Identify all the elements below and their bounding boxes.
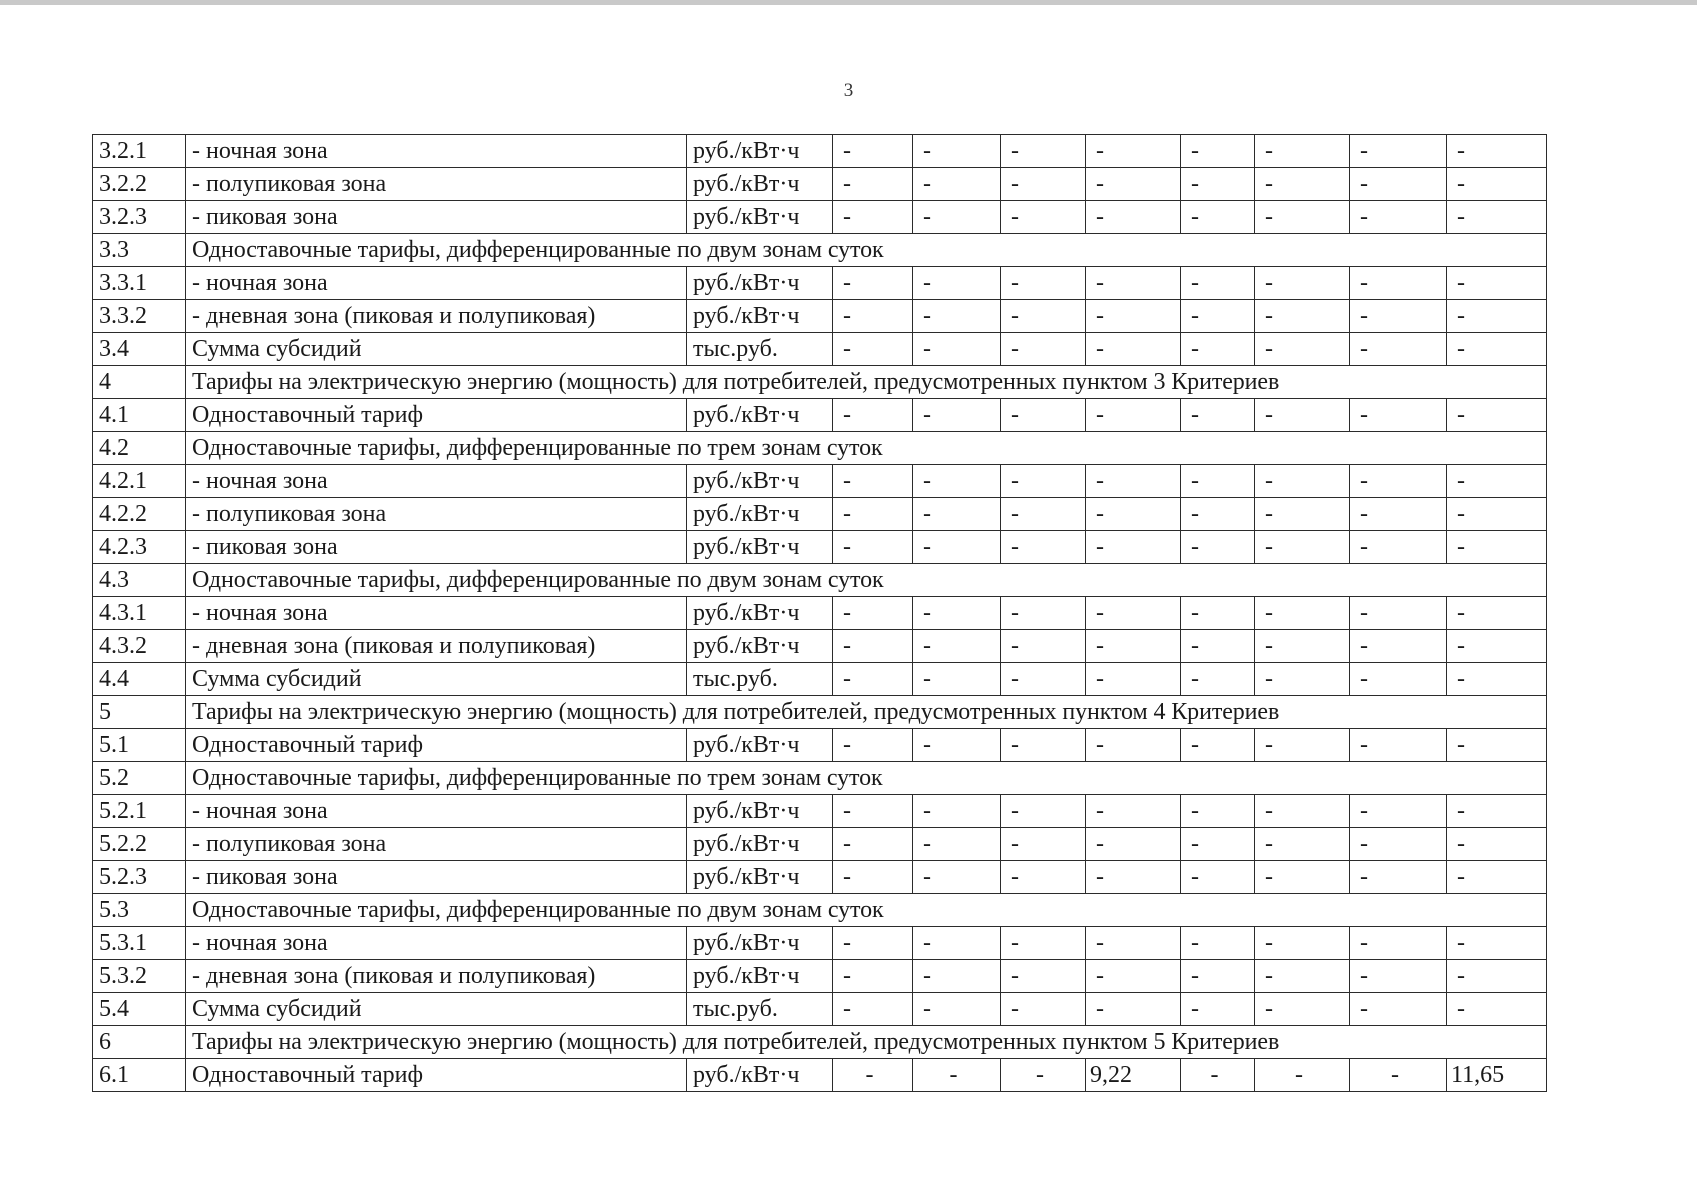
indicator-name: - полупиковая зона bbox=[186, 168, 687, 201]
value-cell: - bbox=[913, 993, 1001, 1026]
value-cell: - bbox=[1255, 135, 1350, 168]
value-cell: - bbox=[1255, 795, 1350, 828]
value-cell: - bbox=[913, 399, 1001, 432]
value-cell: - bbox=[1350, 333, 1447, 366]
value-cell: - bbox=[1447, 135, 1547, 168]
value-cell: - bbox=[1350, 267, 1447, 300]
value-cell: - bbox=[913, 267, 1001, 300]
indicator-name: - пиковая зона bbox=[186, 861, 687, 894]
unit-cell: тыс.руб. bbox=[687, 333, 833, 366]
value-cell: - bbox=[1255, 630, 1350, 663]
value-cell: - bbox=[1447, 630, 1547, 663]
value-cell: - bbox=[1001, 861, 1086, 894]
value-cell: - bbox=[1086, 333, 1181, 366]
value-cell: - bbox=[1350, 135, 1447, 168]
value-cell: - bbox=[1086, 201, 1181, 234]
indicator-name: - ночная зона bbox=[186, 597, 687, 630]
table-row bbox=[93, 597, 1547, 630]
indicator-name: - полупиковая зона bbox=[186, 498, 687, 531]
value-cell: - bbox=[1086, 927, 1181, 960]
section-title: Одноставочные тарифы, дифференцированные по двум зонам суток bbox=[186, 564, 1547, 597]
value-cell: - bbox=[1001, 300, 1086, 333]
indicator-name: - дневная зона (пиковая и полупиковая) bbox=[186, 960, 687, 993]
table-row bbox=[93, 1059, 1547, 1092]
value-cell: 9,22 bbox=[1086, 1059, 1181, 1092]
unit-cell: руб./кВт·ч bbox=[687, 630, 833, 663]
value-cell: - bbox=[1086, 135, 1181, 168]
value-cell: - bbox=[1001, 531, 1086, 564]
value-cell: - bbox=[1255, 729, 1350, 762]
value-cell: - bbox=[1181, 861, 1255, 894]
indicator-name: - пиковая зона bbox=[186, 201, 687, 234]
value-cell: - bbox=[1001, 630, 1086, 663]
value-cell: - bbox=[833, 960, 913, 993]
value-cell: - bbox=[1255, 399, 1350, 432]
value-cell: - bbox=[1181, 300, 1255, 333]
table-row bbox=[93, 729, 1547, 762]
value-cell: - bbox=[1255, 828, 1350, 861]
row-number: 6 bbox=[93, 1026, 186, 1059]
value-cell: - bbox=[913, 663, 1001, 696]
value-cell: - bbox=[833, 927, 913, 960]
table-row bbox=[93, 531, 1547, 564]
indicator-name: Сумма субсидий bbox=[186, 663, 687, 696]
table-row bbox=[93, 300, 1547, 333]
row-number: 5.3 bbox=[93, 894, 186, 927]
value-cell: - bbox=[1181, 597, 1255, 630]
section-title: Одноставочные тарифы, дифференцированные по двум зонам суток bbox=[186, 894, 1547, 927]
value-cell: - bbox=[913, 465, 1001, 498]
value-cell: - bbox=[913, 201, 1001, 234]
unit-cell: руб./кВт·ч bbox=[687, 465, 833, 498]
value-cell: - bbox=[833, 201, 913, 234]
section-row bbox=[93, 564, 1547, 597]
value-cell: - bbox=[1447, 795, 1547, 828]
value-cell: - bbox=[1447, 960, 1547, 993]
value-cell: - bbox=[1181, 828, 1255, 861]
value-cell: - bbox=[833, 861, 913, 894]
value-cell: - bbox=[1086, 267, 1181, 300]
value-cell: - bbox=[1350, 300, 1447, 333]
unit-cell: руб./кВт·ч bbox=[687, 201, 833, 234]
unit-cell: руб./кВт·ч bbox=[687, 531, 833, 564]
unit-cell: тыс.руб. bbox=[687, 663, 833, 696]
value-cell: - bbox=[1181, 993, 1255, 1026]
value-cell: - bbox=[1086, 597, 1181, 630]
value-cell: - bbox=[1255, 927, 1350, 960]
value-cell: - bbox=[833, 333, 913, 366]
indicator-name: - ночная зона bbox=[186, 267, 687, 300]
section-row bbox=[93, 1026, 1547, 1059]
value-cell: - bbox=[1001, 663, 1086, 696]
value-cell: - bbox=[1001, 1059, 1086, 1092]
value-cell: - bbox=[833, 135, 913, 168]
value-cell: - bbox=[833, 795, 913, 828]
value-cell: - bbox=[1001, 333, 1086, 366]
value-cell: - bbox=[1181, 267, 1255, 300]
value-cell: - bbox=[1350, 993, 1447, 1026]
value-cell: - bbox=[833, 168, 913, 201]
indicator-name: Одноставочный тариф bbox=[186, 729, 687, 762]
value-cell: - bbox=[913, 927, 1001, 960]
row-number: 5.2.1 bbox=[93, 795, 186, 828]
value-cell: - bbox=[1447, 729, 1547, 762]
value-cell: - bbox=[1181, 729, 1255, 762]
value-cell: - bbox=[1086, 630, 1181, 663]
value-cell: - bbox=[1255, 993, 1350, 1026]
table-row bbox=[93, 993, 1547, 1026]
table-row bbox=[93, 135, 1547, 168]
unit-cell: руб./кВт·ч bbox=[687, 135, 833, 168]
value-cell: - bbox=[1255, 663, 1350, 696]
value-cell: - bbox=[913, 630, 1001, 663]
unit-cell: руб./кВт·ч bbox=[687, 960, 833, 993]
value-cell: - bbox=[913, 1059, 1001, 1092]
value-cell: - bbox=[1447, 465, 1547, 498]
value-cell: - bbox=[1001, 465, 1086, 498]
value-cell: - bbox=[1086, 993, 1181, 1026]
row-number: 3.3 bbox=[93, 234, 186, 267]
value-cell: - bbox=[1447, 861, 1547, 894]
unit-cell: руб./кВт·ч bbox=[687, 729, 833, 762]
value-cell: - bbox=[1447, 399, 1547, 432]
row-number: 3.2.1 bbox=[93, 135, 186, 168]
section-title: Тарифы на электрическую энергию (мощность) для потребителей, предусмотренных пунктом 3 Критериев bbox=[186, 366, 1547, 399]
value-cell: - bbox=[1001, 729, 1086, 762]
value-cell: - bbox=[1447, 663, 1547, 696]
value-cell: - bbox=[1255, 267, 1350, 300]
indicator-name: - ночная зона bbox=[186, 135, 687, 168]
value-cell: - bbox=[1255, 861, 1350, 894]
value-cell: - bbox=[1350, 960, 1447, 993]
section-title: Одноставочные тарифы, дифференцированные по трем зонам суток bbox=[186, 432, 1547, 465]
indicator-name: - ночная зона bbox=[186, 465, 687, 498]
row-number: 5.1 bbox=[93, 729, 186, 762]
row-number: 3.3.1 bbox=[93, 267, 186, 300]
value-cell: - bbox=[1447, 300, 1547, 333]
value-cell: - bbox=[1001, 795, 1086, 828]
value-cell: - bbox=[913, 498, 1001, 531]
indicator-name: Сумма субсидий bbox=[186, 333, 687, 366]
value-cell: - bbox=[1086, 300, 1181, 333]
value-cell: - bbox=[1181, 201, 1255, 234]
value-cell: - bbox=[1181, 135, 1255, 168]
table-row bbox=[93, 795, 1547, 828]
value-cell: - bbox=[1086, 498, 1181, 531]
value-cell: 11,65 bbox=[1447, 1059, 1547, 1092]
value-cell: - bbox=[1350, 597, 1447, 630]
value-cell: - bbox=[913, 333, 1001, 366]
value-cell: - bbox=[1086, 663, 1181, 696]
indicator-name: - дневная зона (пиковая и полупиковая) bbox=[186, 300, 687, 333]
value-cell: - bbox=[833, 630, 913, 663]
row-number: 5.4 bbox=[93, 993, 186, 1026]
table-row bbox=[93, 663, 1547, 696]
value-cell: - bbox=[1447, 168, 1547, 201]
value-cell: - bbox=[913, 960, 1001, 993]
section-title: Одноставочные тарифы, дифференцированные по трем зонам суток bbox=[186, 762, 1547, 795]
unit-cell: руб./кВт·ч bbox=[687, 267, 833, 300]
value-cell: - bbox=[913, 135, 1001, 168]
row-number: 4.2.2 bbox=[93, 498, 186, 531]
value-cell: - bbox=[1086, 795, 1181, 828]
value-cell: - bbox=[1447, 597, 1547, 630]
unit-cell: руб./кВт·ч bbox=[687, 168, 833, 201]
value-cell: - bbox=[833, 828, 913, 861]
section-row bbox=[93, 234, 1547, 267]
row-number: 5.2.3 bbox=[93, 861, 186, 894]
unit-cell: руб./кВт·ч bbox=[687, 300, 833, 333]
value-cell: - bbox=[833, 498, 913, 531]
unit-cell: руб./кВт·ч bbox=[687, 828, 833, 861]
value-cell: - bbox=[1001, 993, 1086, 1026]
row-number: 4.4 bbox=[93, 663, 186, 696]
row-number: 4.2 bbox=[93, 432, 186, 465]
tariff-table bbox=[92, 134, 1547, 1092]
value-cell: - bbox=[1350, 1059, 1447, 1092]
value-cell: - bbox=[1086, 399, 1181, 432]
indicator-name: - ночная зона bbox=[186, 795, 687, 828]
value-cell: - bbox=[1181, 399, 1255, 432]
section-row bbox=[93, 432, 1547, 465]
value-cell: - bbox=[1255, 597, 1350, 630]
table-row bbox=[93, 168, 1547, 201]
value-cell: - bbox=[1181, 465, 1255, 498]
value-cell: - bbox=[1001, 135, 1086, 168]
value-cell: - bbox=[1350, 399, 1447, 432]
value-cell: - bbox=[1255, 465, 1350, 498]
value-cell: - bbox=[833, 993, 913, 1026]
unit-cell: руб./кВт·ч bbox=[687, 927, 833, 960]
scan-edge bbox=[0, 0, 1697, 5]
value-cell: - bbox=[1255, 333, 1350, 366]
table-row bbox=[93, 201, 1547, 234]
row-number: 3.2.2 bbox=[93, 168, 186, 201]
value-cell: - bbox=[913, 168, 1001, 201]
row-number: 4 bbox=[93, 366, 186, 399]
table-row bbox=[93, 927, 1547, 960]
table-row bbox=[93, 498, 1547, 531]
value-cell: - bbox=[1255, 1059, 1350, 1092]
section-row bbox=[93, 366, 1547, 399]
value-cell: - bbox=[913, 300, 1001, 333]
table-row bbox=[93, 333, 1547, 366]
value-cell: - bbox=[1350, 663, 1447, 696]
value-cell: - bbox=[1181, 1059, 1255, 1092]
value-cell: - bbox=[1001, 498, 1086, 531]
value-cell: - bbox=[913, 729, 1001, 762]
row-number: 4.2.3 bbox=[93, 531, 186, 564]
value-cell: - bbox=[1001, 960, 1086, 993]
unit-cell: руб./кВт·ч bbox=[687, 399, 833, 432]
table-row bbox=[93, 828, 1547, 861]
value-cell: - bbox=[1447, 531, 1547, 564]
value-cell: - bbox=[913, 795, 1001, 828]
value-cell: - bbox=[1255, 531, 1350, 564]
value-cell: - bbox=[1350, 531, 1447, 564]
value-cell: - bbox=[1001, 399, 1086, 432]
value-cell: - bbox=[1350, 927, 1447, 960]
value-cell: - bbox=[1181, 498, 1255, 531]
row-number: 4.1 bbox=[93, 399, 186, 432]
section-row bbox=[93, 894, 1547, 927]
indicator-name: Одноставочный тариф bbox=[186, 399, 687, 432]
page-number: 3 bbox=[843, 80, 854, 101]
row-number: 4.3 bbox=[93, 564, 186, 597]
table-row bbox=[93, 399, 1547, 432]
row-number: 4.2.1 bbox=[93, 465, 186, 498]
unit-cell: тыс.руб. bbox=[687, 993, 833, 1026]
indicator-name: Сумма субсидий bbox=[186, 993, 687, 1026]
value-cell: - bbox=[1350, 795, 1447, 828]
value-cell: - bbox=[1086, 168, 1181, 201]
value-cell: - bbox=[1181, 795, 1255, 828]
section-title: Тарифы на электрическую энергию (мощность) для потребителей, предусмотренных пунктом 4 Критериев bbox=[186, 696, 1547, 729]
value-cell: - bbox=[913, 828, 1001, 861]
row-number: 5.3.1 bbox=[93, 927, 186, 960]
value-cell: - bbox=[1350, 861, 1447, 894]
value-cell: - bbox=[1001, 168, 1086, 201]
table-row bbox=[93, 465, 1547, 498]
value-cell: - bbox=[1350, 168, 1447, 201]
row-number: 3.4 bbox=[93, 333, 186, 366]
value-cell: - bbox=[1447, 993, 1547, 1026]
value-cell: - bbox=[1001, 201, 1086, 234]
table-row bbox=[93, 960, 1547, 993]
value-cell: - bbox=[1350, 465, 1447, 498]
row-number: 4.3.2 bbox=[93, 630, 186, 663]
row-number: 5.2.2 bbox=[93, 828, 186, 861]
value-cell: - bbox=[833, 300, 913, 333]
row-number: 4.3.1 bbox=[93, 597, 186, 630]
indicator-name: - пиковая зона bbox=[186, 531, 687, 564]
row-number: 3.3.2 bbox=[93, 300, 186, 333]
indicator-name: - полупиковая зона bbox=[186, 828, 687, 861]
unit-cell: руб./кВт·ч bbox=[687, 498, 833, 531]
indicator-name: Одноставочный тариф bbox=[186, 1059, 687, 1092]
value-cell: - bbox=[833, 465, 913, 498]
value-cell: - bbox=[1350, 828, 1447, 861]
indicator-name: - ночная зона bbox=[186, 927, 687, 960]
value-cell: - bbox=[833, 597, 913, 630]
value-cell: - bbox=[1086, 828, 1181, 861]
value-cell: - bbox=[1181, 927, 1255, 960]
row-number: 5.3.2 bbox=[93, 960, 186, 993]
value-cell: - bbox=[1255, 498, 1350, 531]
value-cell: - bbox=[833, 1059, 913, 1092]
value-cell: - bbox=[1350, 729, 1447, 762]
row-number: 3.2.3 bbox=[93, 201, 186, 234]
value-cell: - bbox=[913, 531, 1001, 564]
value-cell: - bbox=[1086, 729, 1181, 762]
value-cell: - bbox=[1001, 927, 1086, 960]
table-row bbox=[93, 861, 1547, 894]
value-cell: - bbox=[1181, 630, 1255, 663]
value-cell: - bbox=[1447, 267, 1547, 300]
section-row bbox=[93, 696, 1547, 729]
value-cell: - bbox=[1447, 828, 1547, 861]
value-cell: - bbox=[1255, 960, 1350, 993]
row-number: 5.2 bbox=[93, 762, 186, 795]
value-cell: - bbox=[1001, 267, 1086, 300]
value-cell: - bbox=[1447, 201, 1547, 234]
section-title: Одноставочные тарифы, дифференцированные по двум зонам суток bbox=[186, 234, 1547, 267]
unit-cell: руб./кВт·ч bbox=[687, 1059, 833, 1092]
table-row bbox=[93, 267, 1547, 300]
value-cell: - bbox=[1086, 861, 1181, 894]
table-row bbox=[93, 630, 1547, 663]
value-cell: - bbox=[833, 531, 913, 564]
value-cell: - bbox=[1001, 597, 1086, 630]
value-cell: - bbox=[833, 729, 913, 762]
table-body bbox=[93, 135, 1547, 1092]
row-number: 6.1 bbox=[93, 1059, 186, 1092]
value-cell: - bbox=[1255, 201, 1350, 234]
unit-cell: руб./кВт·ч bbox=[687, 597, 833, 630]
value-cell: - bbox=[1181, 663, 1255, 696]
value-cell: - bbox=[833, 399, 913, 432]
value-cell: - bbox=[833, 267, 913, 300]
value-cell: - bbox=[1447, 927, 1547, 960]
unit-cell: руб./кВт·ч bbox=[687, 861, 833, 894]
value-cell: - bbox=[1181, 531, 1255, 564]
value-cell: - bbox=[913, 861, 1001, 894]
section-row bbox=[93, 762, 1547, 795]
value-cell: - bbox=[833, 663, 913, 696]
value-cell: - bbox=[1181, 333, 1255, 366]
value-cell: - bbox=[1350, 630, 1447, 663]
section-title: Тарифы на электрическую энергию (мощность) для потребителей, предусмотренных пунктом 5 Критериев bbox=[186, 1026, 1547, 1059]
value-cell: - bbox=[1086, 960, 1181, 993]
value-cell: - bbox=[1255, 300, 1350, 333]
row-number: 5 bbox=[93, 696, 186, 729]
value-cell: - bbox=[1181, 960, 1255, 993]
value-cell: - bbox=[1086, 531, 1181, 564]
value-cell: - bbox=[1181, 168, 1255, 201]
value-cell: - bbox=[1447, 333, 1547, 366]
indicator-name: - дневная зона (пиковая и полупиковая) bbox=[186, 630, 687, 663]
value-cell: - bbox=[1001, 828, 1086, 861]
value-cell: - bbox=[1350, 498, 1447, 531]
value-cell: - bbox=[1350, 201, 1447, 234]
value-cell: - bbox=[913, 597, 1001, 630]
value-cell: - bbox=[1255, 168, 1350, 201]
unit-cell: руб./кВт·ч bbox=[687, 795, 833, 828]
value-cell: - bbox=[1086, 465, 1181, 498]
value-cell: - bbox=[1447, 498, 1547, 531]
